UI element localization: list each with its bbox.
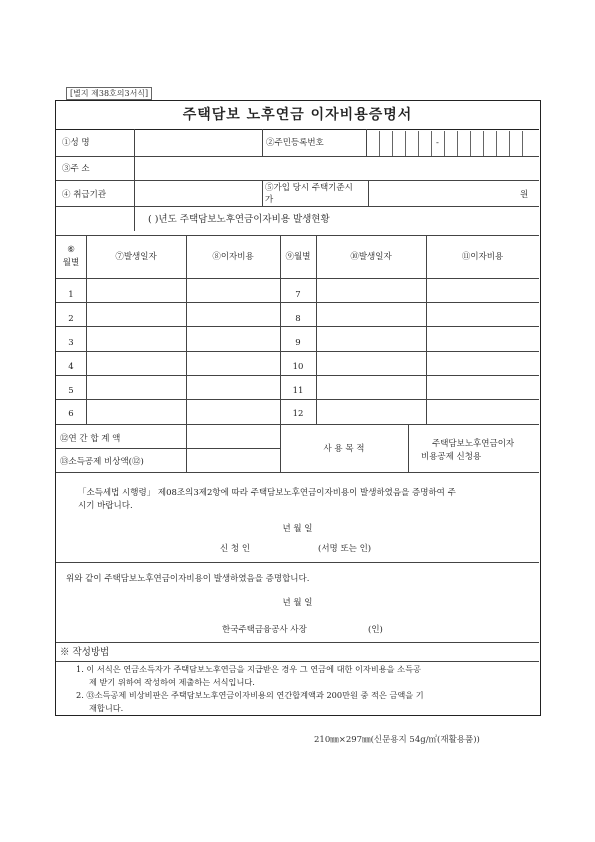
section-header: ( )년도 주택담보노후연금이자비용 발생현황: [148, 214, 330, 225]
month-cell: 1: [68, 290, 74, 300]
divider: [408, 424, 409, 472]
divider: [379, 131, 380, 156]
paper-spec: 210㎜×297㎜(신문용지 54g/㎡(재활용품)): [314, 735, 480, 745]
divider: [56, 206, 539, 207]
divider: [457, 131, 458, 156]
certificate-form: [55, 100, 541, 716]
month-cell: 2: [68, 314, 74, 324]
annual-total-field[interactable]: [190, 427, 276, 445]
divider: [405, 131, 406, 156]
divider: [368, 180, 369, 206]
divider: [56, 302, 539, 303]
instruction-item-2-cont: 재합니다.: [89, 703, 124, 713]
month-cell: 4: [68, 362, 74, 372]
address-field[interactable]: [138, 159, 536, 181]
house-price-label: ⑤가입 당시 주택기준시: [265, 183, 353, 193]
divider: [392, 131, 393, 156]
month-cell: 11: [292, 386, 304, 396]
resident-number-dash: -: [436, 138, 439, 148]
address-label: ③주 소: [62, 164, 90, 174]
annual-total-label: ⑫연 간 합 계 액: [60, 434, 121, 444]
month-cell: 8: [295, 314, 301, 324]
divider: [483, 131, 484, 156]
deduction-target-field[interactable]: [190, 451, 276, 469]
applicant-label: 신 청 인: [220, 544, 251, 554]
deduction-target-label: ⑬소득공제 비상액(⑫): [60, 457, 144, 467]
divider: [86, 235, 87, 424]
seal-label: (인): [368, 625, 383, 635]
divider: [509, 131, 510, 156]
divider: [56, 424, 539, 425]
month-cell: 10: [292, 362, 304, 372]
house-price-label-cont: 가: [265, 195, 274, 205]
divider: [186, 424, 187, 472]
instruction-item-2: 2. ⑬소득공제 비상비판은 주택담보노후연금이자비용의 연간합계액과 200만원 중 적은 금액을 기: [76, 690, 424, 700]
resident-number-field[interactable]: [368, 131, 538, 155]
divider: [56, 235, 539, 236]
col-month-header: ⑥: [67, 245, 75, 255]
divider: [56, 562, 539, 563]
applicant-name-field[interactable]: [262, 541, 312, 557]
form-title: 주택담보 노후연금 이자비용증명서: [182, 107, 413, 123]
divider: [262, 180, 263, 206]
won-unit: 원: [520, 190, 529, 200]
divider: [56, 375, 539, 376]
col-month-header-cont: 월별: [62, 258, 80, 268]
divider: [426, 235, 427, 424]
divider: [496, 131, 497, 156]
usage-purpose-value: 주택담보노후연금이자: [432, 439, 515, 449]
certification-text: 위와 같이 주택담보노후연금이자비용이 발생하였음을 증명합니다.: [66, 574, 310, 584]
col-date2-header: ⑩발생일자: [350, 252, 392, 262]
declaration-date: 년 월 일: [282, 524, 313, 534]
name-label: ①성 명: [62, 138, 90, 148]
divider: [470, 131, 471, 156]
divider: [262, 129, 263, 156]
usage-purpose-label: 사 용 목 적: [323, 444, 365, 454]
month-cell: 6: [68, 409, 74, 419]
instructions-heading: ※ 작성방법: [60, 647, 110, 658]
col-interest-header: ⑧이자비용: [212, 252, 254, 262]
issuer-label: 한국주택금융공사 사장: [222, 625, 307, 635]
institution-label: ④ 취급기관: [62, 190, 107, 200]
certification-date: 년 월 일: [282, 598, 313, 608]
divider: [56, 351, 539, 352]
divider: [366, 129, 367, 156]
divider: [56, 448, 280, 449]
month-cell: 12: [292, 409, 304, 419]
month-cell: 3: [68, 338, 74, 348]
usage-purpose-value-cont: 비용공제 신청용: [421, 452, 482, 462]
divider: [56, 129, 539, 130]
col-date-header: ⑦발생일자: [115, 252, 157, 262]
resident-number-label: ②주민등록번호: [266, 138, 324, 148]
divider: [56, 661, 539, 662]
divider: [56, 278, 539, 279]
col-interest2-header: ⑪이자비용: [461, 252, 504, 262]
divider: [316, 235, 317, 424]
divider: [522, 131, 523, 156]
divider: [56, 156, 539, 157]
divider: [186, 235, 187, 424]
col-month2-header: ⑨월별: [285, 252, 311, 262]
instruction-item-1: 1. 이 서식은 연금소득자가 주택담보노후연금을 지급받은 경우 그 연금에 대한 이자비용을 소득공: [76, 664, 421, 674]
divider: [56, 326, 539, 327]
divider: [56, 180, 539, 181]
form-number-label: [별지 제38호의3서식]: [66, 87, 152, 100]
divider: [431, 131, 432, 156]
month-cell: 9: [295, 338, 301, 348]
month-cell: 5: [68, 386, 74, 396]
divider: [56, 399, 539, 400]
declaration-text-cont: 시기 바랍니다.: [78, 501, 133, 511]
signature-label: (서명 또는 인): [318, 544, 372, 554]
divider: [444, 131, 445, 156]
name-field[interactable]: [138, 133, 258, 155]
month-cell: 7: [295, 290, 301, 300]
instruction-item-1-cont: 제 받기 위하여 작성하여 제출하는 서식입니다.: [89, 677, 255, 687]
house-price-field[interactable]: [372, 183, 512, 203]
divider: [56, 472, 539, 473]
divider: [56, 642, 539, 643]
divider: [418, 131, 419, 156]
declaration-text: 「소득세법 시행령」 제08조의3제2항에 따라 주택담보노후연금이자비용이 발생하였음을 증명하여 주: [78, 488, 456, 498]
